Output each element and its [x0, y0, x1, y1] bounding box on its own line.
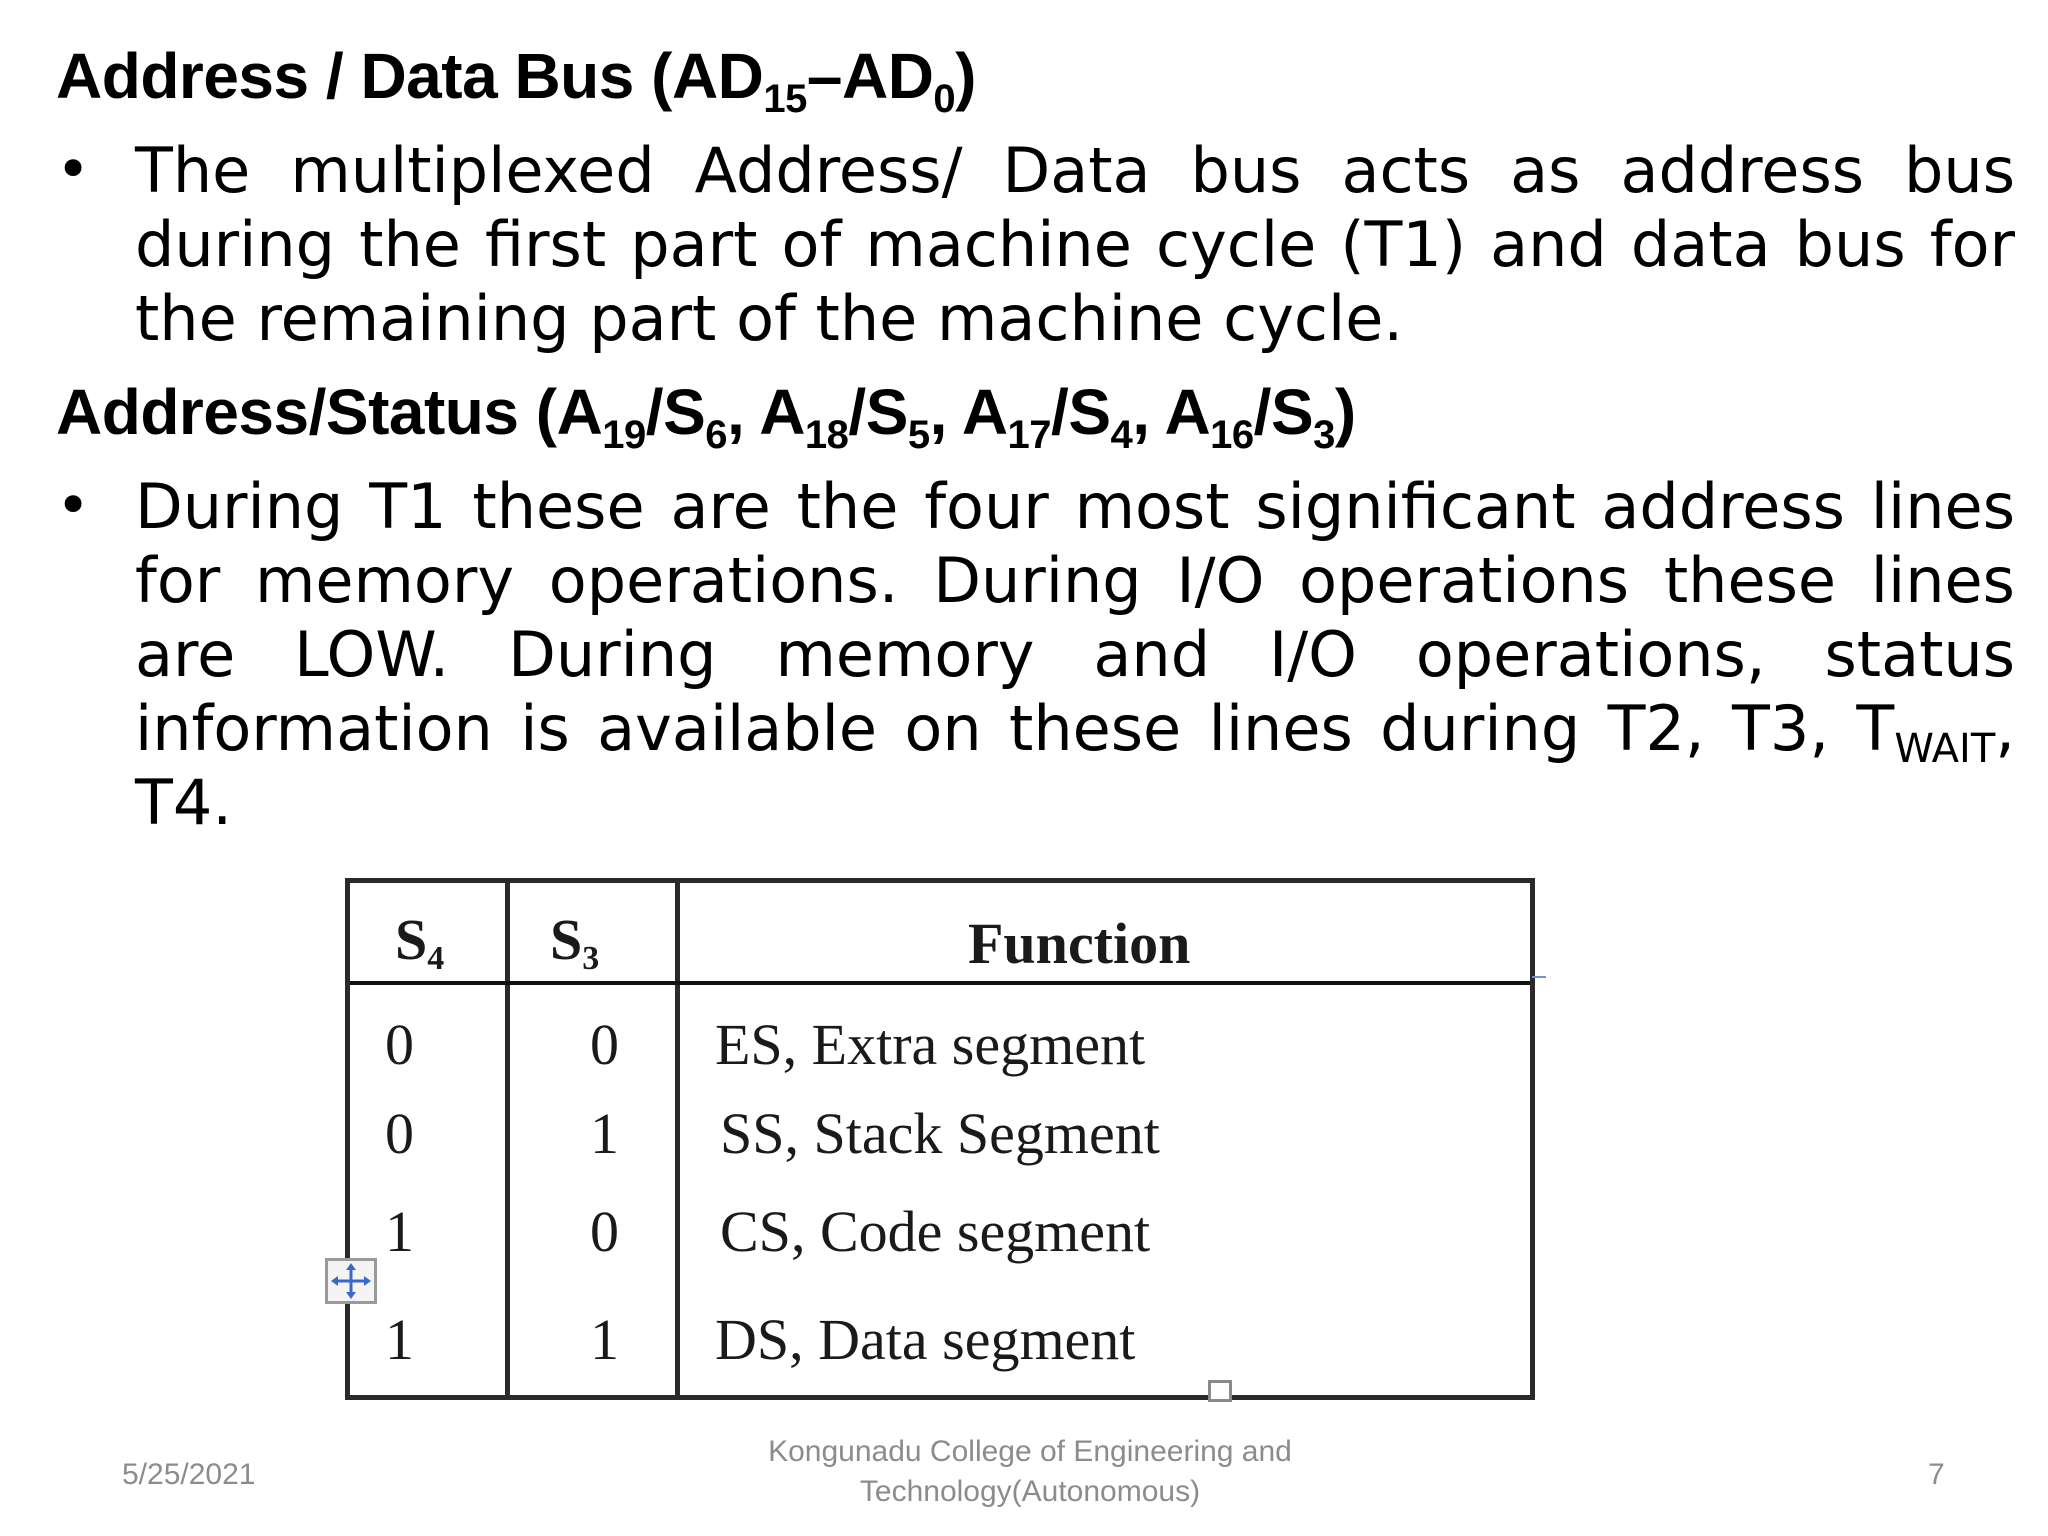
- header-s3-sub: 3: [582, 940, 600, 977]
- bullet-1: •: [56, 135, 91, 203]
- table-cell-function: DS, Data segment: [715, 1307, 1136, 1372]
- table-divider: [675, 883, 680, 1395]
- footer-institution: [700, 1432, 1360, 1512]
- table-header-divider: [350, 981, 1530, 985]
- table-cell-function: ES, Extra segment: [715, 1012, 1146, 1077]
- heading2-sub: 3: [1313, 413, 1335, 457]
- paragraph2-sub-wait: WAIT: [1894, 726, 1996, 772]
- table-cell-function: SS, Stack Segment: [720, 1101, 1160, 1166]
- footer-institution-line2: Technology(Autonomous): [859, 1475, 1201, 1508]
- table-cell-s4: 1: [385, 1199, 414, 1264]
- table-cell-s3: 0: [590, 1199, 619, 1264]
- table-cell-s4: 0: [385, 1012, 414, 1077]
- table-cell-s3: 0: [590, 1012, 619, 1077]
- status-function-table: [345, 878, 1535, 1400]
- heading2-sub: 5: [907, 413, 930, 457]
- heading2-part: Address/Status (A: [56, 376, 603, 448]
- heading2-part: /S: [1051, 376, 1111, 448]
- bullet-2: •: [56, 471, 91, 539]
- heading-address-status: [56, 376, 1356, 457]
- table-cell-s3: 1: [590, 1307, 619, 1372]
- heading2-part: , A: [1132, 376, 1211, 448]
- paragraph2-tail: , T4.: [135, 692, 2015, 839]
- heading1-text-dash: –AD: [806, 40, 934, 112]
- table-cell-s3: 1: [590, 1101, 619, 1166]
- heading2-sub: 19: [602, 413, 646, 457]
- heading2-part: /S: [848, 376, 908, 448]
- heading2-part: ): [1334, 376, 1356, 448]
- move-arrows-icon-svg: [328, 1261, 374, 1301]
- heading2-part: , A: [929, 376, 1008, 448]
- heading2-sub: 17: [1007, 413, 1052, 457]
- heading1-sub-15: 15: [763, 77, 807, 121]
- header-s4-sub: 4: [427, 940, 445, 977]
- heading2-sub: 16: [1210, 413, 1254, 457]
- heading2-sub: 4: [1110, 413, 1133, 457]
- heading2-part: /S: [1253, 376, 1314, 448]
- heading1-text: Address / Data Bus (AD: [56, 40, 764, 112]
- heading2-part: /S: [645, 376, 706, 448]
- table-header-s4: [395, 907, 445, 977]
- footer-date: 5/25/2021: [122, 1458, 256, 1491]
- heading2-sub: 18: [804, 413, 849, 457]
- header-s4-base: S: [395, 907, 428, 972]
- heading-address-data-bus: [56, 40, 976, 121]
- paragraph2-text: During T1 these are the four most significant address lines for memory operations. During I/O operations these lines are LOW. During memory and I/O operations, status information is available on these lines during T2, T3, T: [135, 470, 2015, 765]
- move-arrows-icon[interactable]: [325, 1258, 377, 1304]
- table-cell-function: CS, Code segment: [720, 1199, 1151, 1264]
- paragraph-address-data-bus: The multiplexed Address/ Data bus acts as address bus during the first part of machine cycle (T1) and data bus for the remaining part of the machine cycle.: [135, 134, 2015, 355]
- footer-institution-line1: Kongunadu College of Engineering and: [768, 1435, 1292, 1468]
- table-header-s3: [550, 907, 600, 977]
- heading1-close: ): [955, 40, 976, 112]
- table-divider: [505, 883, 510, 1395]
- footer-page-number: 7: [1928, 1458, 1945, 1491]
- heading2-part: , A: [727, 376, 805, 448]
- table-cell-s4: 0: [385, 1101, 414, 1166]
- table-cell-s4: 1: [385, 1307, 414, 1372]
- resize-handle-icon[interactable]: [1208, 1380, 1232, 1402]
- table-edge-marker: [1532, 976, 1546, 978]
- header-s3-base: S: [550, 907, 583, 972]
- heading2-sub: 6: [705, 413, 727, 457]
- paragraph-address-status: [135, 470, 2015, 840]
- heading1-sub-0: 0: [933, 77, 956, 121]
- table-header-function: Function: [968, 911, 1191, 976]
